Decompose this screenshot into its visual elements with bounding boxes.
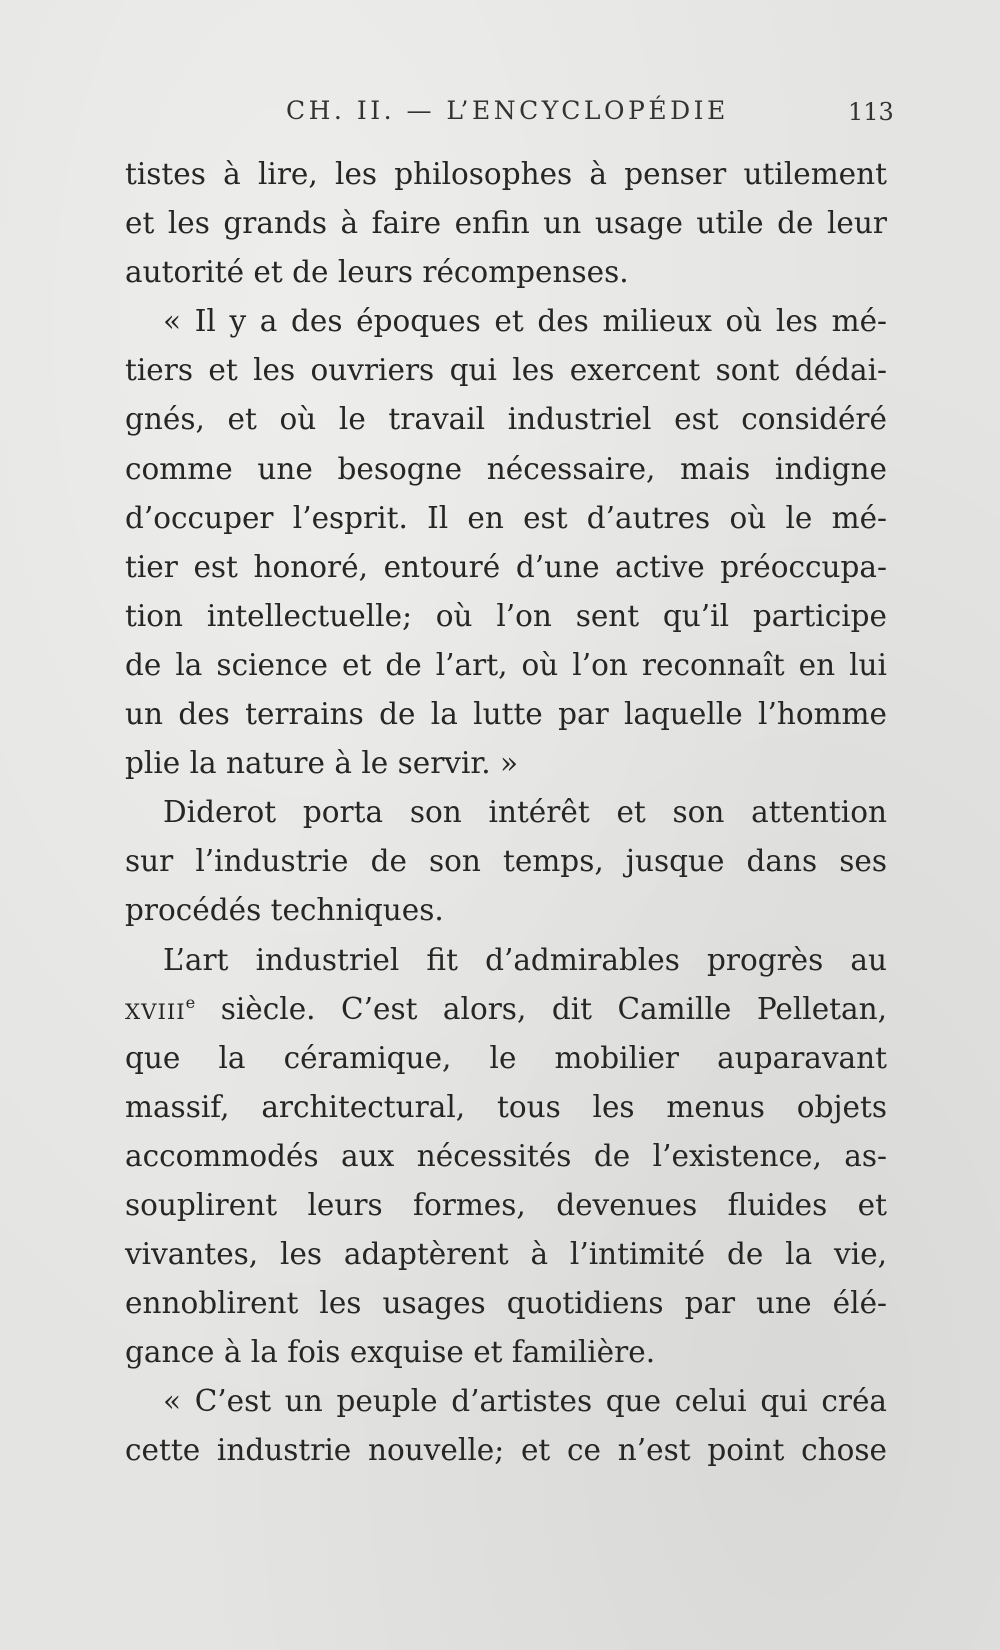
century-numeral: XVIII [125,999,186,1025]
text-line: tion intellectuelle; où l’on sent qu’il participe [125,598,887,633]
text-line: « C’est un peuple d’artistes que celui qui créa [163,1384,887,1419]
text-line: vivantes, les adaptèrent à l’intimité de la vie, [125,1237,887,1272]
century-superscript: e [185,992,196,1012]
text-line: procédés techniques. [125,893,444,928]
running-head [0,96,1000,136]
running-title: CH. II. — L’ENCYCLOPÉDIE [286,96,729,125]
text-line: L’art industriel fit d’admirables progrès au [163,942,887,977]
text-line: gnés, et où le travail industriel est considéré [125,402,887,437]
text-line: tiers et les ouvriers qui les exercent sont dédai- [125,353,887,388]
text-line: d’occuper l’esprit. Il en est d’autres où le mé- [125,500,887,535]
text-line: de la science et de l’art, où l’on reconnaît en lui [125,647,887,682]
text-line: massif, architectural, tous les menus objets [125,1089,887,1124]
text-line: souplirent leurs formes, devenues fluides et [125,1187,887,1222]
text-line: « Il y a des époques et des milieux où les mé- [163,304,887,339]
text-line: que la céramique, le mobilier auparavant [125,1040,887,1075]
text-line: et les grands à faire enfin un usage utile de leur [125,206,887,241]
text-line: Diderot porta son intérêt et son attention [163,795,887,830]
text-line: gance à la fois exquise et familière. [125,1335,656,1370]
body-text [125,150,887,1476]
text-line: accommodés aux nécessités de l’existence, as- [125,1138,887,1173]
text-line: comme une besogne nécessaire, mais indigne [125,451,887,486]
text-line: autorité et de leurs récompenses. [125,255,629,290]
text-line: sur l’industrie de son temps, jusque dans ses [125,844,887,879]
text-line: plie la nature à le servir. » [125,746,519,781]
text-line: cette industrie nouvelle; et ce n’est point chose [125,1433,887,1468]
text-line [125,985,887,1034]
text-line: ennoblirent les usages quotidiens par une élé- [125,1286,887,1321]
text-line: tier est honoré, entouré d’une active préoccupa- [125,549,887,584]
text-line: tistes à lire, les philosophes à penser utilement [125,157,887,191]
page-number: 113 [848,98,894,126]
text-line-rest: siècle. C’est alors, dit Camille Pelletan, [195,991,887,1026]
text-line: un des terrains de la lutte par laquelle l’homme [125,697,887,732]
